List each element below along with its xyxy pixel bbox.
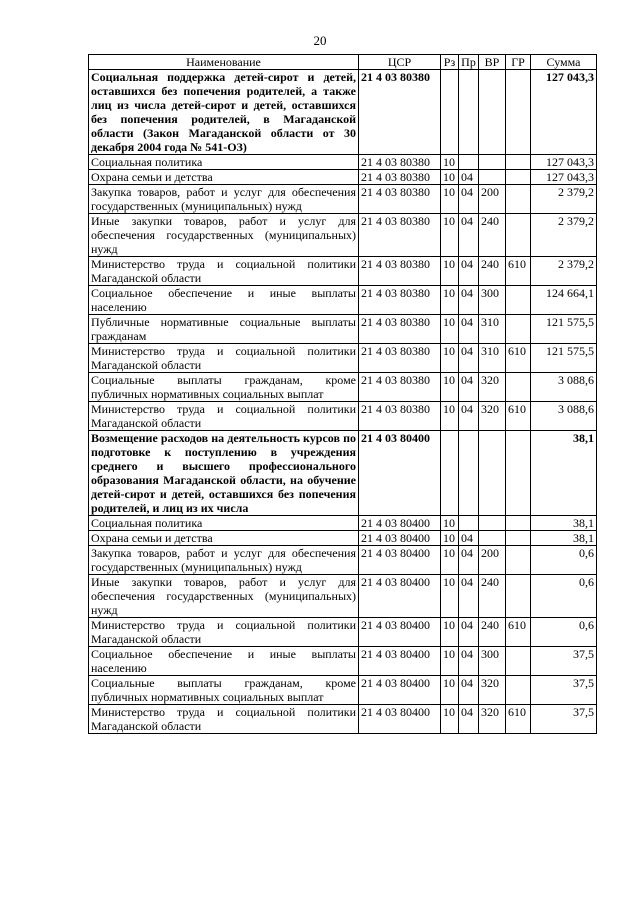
cell-csr: 21 4 03 80400: [359, 531, 441, 546]
cell-pr: 04: [459, 546, 479, 575]
cell-csr: 21 4 03 80380: [359, 214, 441, 257]
cell-name: Публичные нормативные социальные выплаты гражданам: [89, 315, 359, 344]
cell-rz: 10: [441, 676, 459, 705]
cell-sum: 0,6: [531, 546, 597, 575]
cell-sum: 37,5: [531, 705, 597, 734]
header-csr: ЦСР: [359, 55, 441, 70]
cell-vr: 240: [479, 214, 506, 257]
cell-name: Закупка товаров, работ и услуг для обеспечения государственных (муниципальных) нужд: [89, 546, 359, 575]
cell-pr: 04: [459, 647, 479, 676]
cell-csr: 21 4 03 80380: [359, 315, 441, 344]
cell-sum: 38,1: [531, 431, 597, 516]
table-row: [89, 531, 597, 546]
table-row: [89, 315, 597, 344]
cell-vr: 320: [479, 705, 506, 734]
table-row: [89, 155, 597, 170]
cell-vr: 200: [479, 185, 506, 214]
cell-name: Социальная политика: [89, 155, 359, 170]
table-row: [89, 344, 597, 373]
cell-vr: 240: [479, 257, 506, 286]
table-row: [89, 575, 597, 618]
cell-vr: 240: [479, 618, 506, 647]
cell-pr: 04: [459, 575, 479, 618]
table-row: [89, 373, 597, 402]
table-row: [89, 647, 597, 676]
cell-pr: 04: [459, 286, 479, 315]
cell-csr: 21 4 03 80380: [359, 402, 441, 431]
cell-gr: 610: [506, 344, 531, 373]
cell-sum: 37,5: [531, 647, 597, 676]
cell-vr: [479, 170, 506, 185]
cell-csr: 21 4 03 80380: [359, 70, 441, 155]
header-rz: Рз: [441, 55, 459, 70]
cell-sum: 0,6: [531, 575, 597, 618]
cell-name: Социальные выплаты гражданам, кроме публичных нормативных социальных выплат: [89, 373, 359, 402]
cell-csr: 21 4 03 80400: [359, 705, 441, 734]
cell-pr: 04: [459, 618, 479, 647]
cell-name: Социальные выплаты гражданам, кроме публичных нормативных социальных выплат: [89, 676, 359, 705]
cell-gr: [506, 286, 531, 315]
cell-csr: 21 4 03 80380: [359, 373, 441, 402]
cell-gr: [506, 170, 531, 185]
cell-gr: [506, 155, 531, 170]
cell-pr: 04: [459, 402, 479, 431]
cell-rz: 10: [441, 402, 459, 431]
cell-vr: 300: [479, 286, 506, 315]
table-row: [89, 402, 597, 431]
cell-pr: 04: [459, 185, 479, 214]
header-gr: ГР: [506, 55, 531, 70]
cell-vr: [479, 516, 506, 531]
cell-vr: [479, 70, 506, 155]
cell-vr: [479, 431, 506, 516]
cell-gr: [506, 516, 531, 531]
cell-rz: 10: [441, 516, 459, 531]
cell-gr: [506, 185, 531, 214]
cell-vr: 310: [479, 344, 506, 373]
table-row: [89, 214, 597, 257]
cell-pr: [459, 516, 479, 531]
cell-vr: 320: [479, 676, 506, 705]
cell-vr: 240: [479, 575, 506, 618]
cell-name: Социальная поддержка детей-сирот и детей, оставшихся без попечения родителей, а также лиц из числа детей-сирот и детей, оставшихся без попечения родителей, в Магаданской области (Закон Магаданской области от 30 декабря 2004 года № 541-ОЗ): [89, 70, 359, 155]
cell-sum: 0,6: [531, 618, 597, 647]
cell-gr: 610: [506, 257, 531, 286]
cell-gr: 610: [506, 705, 531, 734]
cell-name: Иные закупки товаров, работ и услуг для обеспечения государственных (муниципальных) нужд: [89, 214, 359, 257]
cell-gr: [506, 431, 531, 516]
cell-name: Возмещение расходов на деятельность курсов по подготовке к поступлению в учреждения среднего и высшего профессионального образования Магаданской области, на обучение детей-сирот и детей, оставшихся без попечения родителей, и лиц из их числа: [89, 431, 359, 516]
cell-name: Охрана семьи и детства: [89, 170, 359, 185]
table-row: [89, 70, 597, 155]
cell-rz: 10: [441, 344, 459, 373]
cell-csr: 21 4 03 80400: [359, 431, 441, 516]
cell-pr: 04: [459, 315, 479, 344]
cell-rz: 10: [441, 155, 459, 170]
table-row: [89, 546, 597, 575]
cell-pr: 04: [459, 257, 479, 286]
cell-csr: 21 4 03 80380: [359, 155, 441, 170]
cell-vr: 310: [479, 315, 506, 344]
cell-pr: 04: [459, 531, 479, 546]
cell-sum: 124 664,1: [531, 286, 597, 315]
cell-pr: [459, 431, 479, 516]
cell-csr: 21 4 03 80380: [359, 257, 441, 286]
cell-name: Министерство труда и социальной политики Магаданской области: [89, 618, 359, 647]
cell-csr: 21 4 03 80400: [359, 647, 441, 676]
header-vr: ВР: [479, 55, 506, 70]
cell-sum: 127 043,3: [531, 155, 597, 170]
cell-pr: [459, 155, 479, 170]
cell-gr: [506, 315, 531, 344]
cell-vr: 200: [479, 546, 506, 575]
cell-sum: 37,5: [531, 676, 597, 705]
cell-pr: 04: [459, 170, 479, 185]
cell-rz: 10: [441, 647, 459, 676]
cell-csr: 21 4 03 80380: [359, 170, 441, 185]
cell-rz: 10: [441, 575, 459, 618]
header-name: Наименование: [89, 55, 359, 70]
cell-name: Министерство труда и социальной политики Магаданской области: [89, 344, 359, 373]
table-row: [89, 431, 597, 516]
cell-name: Министерство труда и социальной политики Магаданской области: [89, 257, 359, 286]
cell-csr: 21 4 03 80400: [359, 516, 441, 531]
cell-rz: 10: [441, 257, 459, 286]
cell-csr: 21 4 03 80400: [359, 676, 441, 705]
cell-pr: 04: [459, 344, 479, 373]
table-body: [89, 70, 597, 734]
cell-gr: 610: [506, 402, 531, 431]
cell-sum: 2 379,2: [531, 185, 597, 214]
cell-gr: [506, 546, 531, 575]
table-row: [89, 185, 597, 214]
cell-gr: [506, 647, 531, 676]
cell-gr: [506, 373, 531, 402]
cell-rz: [441, 70, 459, 155]
cell-name: Охрана семьи и детства: [89, 531, 359, 546]
cell-sum: 127 043,3: [531, 170, 597, 185]
table-row: [89, 257, 597, 286]
cell-gr: [506, 214, 531, 257]
cell-pr: 04: [459, 676, 479, 705]
cell-sum: 2 379,2: [531, 214, 597, 257]
cell-sum: 121 575,5: [531, 315, 597, 344]
cell-rz: 10: [441, 618, 459, 647]
header-sum: Сумма: [531, 55, 597, 70]
cell-vr: 300: [479, 647, 506, 676]
page-number: 20: [313, 33, 327, 48]
cell-csr: 21 4 03 80380: [359, 185, 441, 214]
cell-vr: [479, 155, 506, 170]
cell-name: Закупка товаров, работ и услуг для обеспечения государственных (муниципальных) нужд: [89, 185, 359, 214]
cell-pr: [459, 70, 479, 155]
cell-rz: 10: [441, 546, 459, 575]
cell-rz: 10: [441, 185, 459, 214]
cell-pr: 04: [459, 214, 479, 257]
cell-gr: [506, 70, 531, 155]
cell-csr: 21 4 03 80380: [359, 344, 441, 373]
table-row: [89, 618, 597, 647]
cell-rz: 10: [441, 214, 459, 257]
cell-rz: 10: [441, 705, 459, 734]
budget-table: [88, 54, 597, 734]
cell-csr: 21 4 03 80400: [359, 546, 441, 575]
cell-pr: 04: [459, 705, 479, 734]
table-row: [89, 170, 597, 185]
cell-vr: [479, 531, 506, 546]
cell-gr: [506, 531, 531, 546]
header-pr: Пр: [459, 55, 479, 70]
table-header-row: [89, 55, 597, 70]
cell-rz: [441, 431, 459, 516]
cell-vr: 320: [479, 373, 506, 402]
table-row: [89, 676, 597, 705]
cell-sum: 2 379,2: [531, 257, 597, 286]
cell-rz: 10: [441, 170, 459, 185]
table-row: [89, 516, 597, 531]
cell-name: Министерство труда и социальной политики Магаданской области: [89, 705, 359, 734]
cell-csr: 21 4 03 80400: [359, 575, 441, 618]
cell-name: Социальная политика: [89, 516, 359, 531]
cell-sum: 38,1: [531, 516, 597, 531]
cell-pr: 04: [459, 373, 479, 402]
cell-vr: 320: [479, 402, 506, 431]
cell-rz: 10: [441, 286, 459, 315]
cell-name: Иные закупки товаров, работ и услуг для обеспечения государственных (муниципальных) нужд: [89, 575, 359, 618]
cell-rz: 10: [441, 373, 459, 402]
cell-gr: 610: [506, 618, 531, 647]
cell-gr: [506, 575, 531, 618]
cell-sum: 121 575,5: [531, 344, 597, 373]
cell-rz: 10: [441, 531, 459, 546]
table-row: [89, 286, 597, 315]
cell-rz: 10: [441, 315, 459, 344]
cell-csr: 21 4 03 80400: [359, 618, 441, 647]
cell-sum: 127 043,3: [531, 70, 597, 155]
cell-sum: 3 088,6: [531, 402, 597, 431]
cell-name: Социальное обеспечение и иные выплаты населению: [89, 286, 359, 315]
cell-sum: 3 088,6: [531, 373, 597, 402]
table-row: [89, 705, 597, 734]
cell-sum: 38,1: [531, 531, 597, 546]
cell-name: Министерство труда и социальной политики Магаданской области: [89, 402, 359, 431]
cell-csr: 21 4 03 80380: [359, 286, 441, 315]
cell-name: Социальное обеспечение и иные выплаты населению: [89, 647, 359, 676]
cell-gr: [506, 676, 531, 705]
